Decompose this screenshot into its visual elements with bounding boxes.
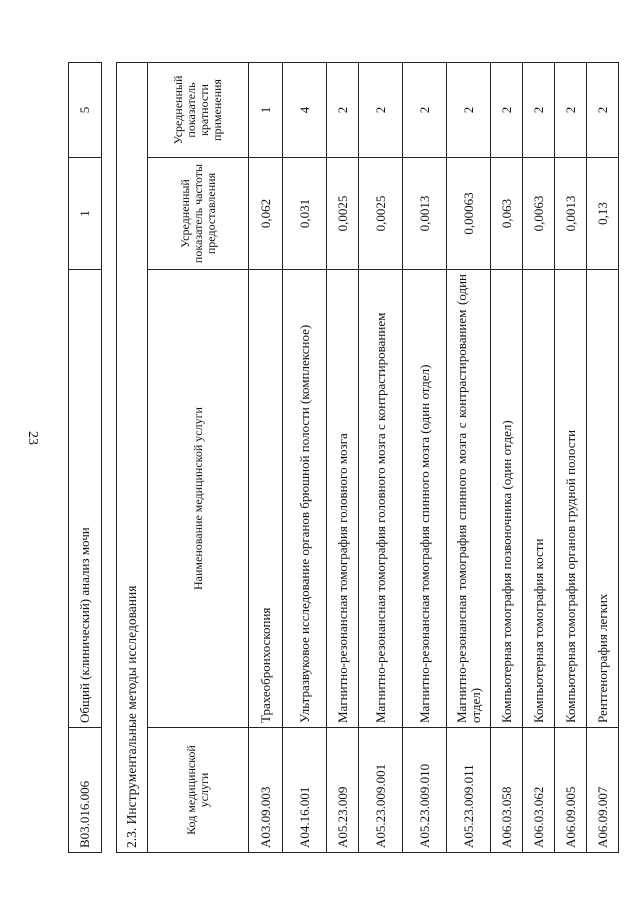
service-name: Компьютерная томография органов грудной полости bbox=[555, 270, 587, 728]
service-name: Магнитно-резонансная томография спинного мозга (один отдел) bbox=[403, 270, 447, 728]
service-name: Трахеобронхоскопия bbox=[249, 270, 283, 728]
service-code: A06.09.005 bbox=[555, 728, 587, 853]
table-row bbox=[249, 62, 283, 852]
service-name: Рентгенография легких bbox=[587, 270, 619, 728]
multiplicity-value: 2 bbox=[555, 62, 587, 157]
frequency-value: 0,0063 bbox=[523, 158, 555, 270]
frequency-value: 0,13 bbox=[587, 158, 619, 270]
multiplicity-value: 5 bbox=[69, 63, 102, 158]
multiplicity-value: 1 bbox=[249, 62, 283, 157]
frequency-value: 1 bbox=[69, 158, 102, 270]
frequency-value: 0,0013 bbox=[555, 158, 587, 270]
service-code: A04.16.001 bbox=[283, 728, 327, 853]
section-title: 2.3. Инструментальные методы исследования bbox=[117, 62, 148, 852]
service-code: A05.23.009.011 bbox=[447, 728, 491, 853]
table-row bbox=[523, 62, 555, 852]
table-row bbox=[359, 62, 403, 852]
multiplicity-value: 2 bbox=[587, 62, 619, 157]
multiplicity-value: 2 bbox=[403, 62, 447, 157]
table-row bbox=[587, 62, 619, 852]
multiplicity-value: 2 bbox=[447, 62, 491, 157]
multiplicity-value: 2 bbox=[491, 62, 523, 157]
service-name: Ультразвуковое исследование органов брюшной полости (комплексное) bbox=[283, 270, 327, 728]
frequency-value: 0,062 bbox=[249, 158, 283, 270]
rotated-table-area bbox=[68, 63, 613, 853]
table-row bbox=[403, 62, 447, 852]
multiplicity-value: 2 bbox=[327, 62, 359, 157]
service-code: A06.03.062 bbox=[523, 728, 555, 853]
service-name: Магнитно-резонансная томография головного мозга bbox=[327, 270, 359, 728]
section-row bbox=[117, 62, 148, 852]
top-row-table bbox=[68, 62, 102, 853]
multiplicity-value: 4 bbox=[283, 62, 327, 157]
table-row bbox=[447, 62, 491, 852]
service-code: A06.03.058 bbox=[491, 728, 523, 853]
header-multiplicity: Усредненный показатель кратности применения bbox=[148, 62, 249, 157]
header-code: Код медицинской услуги bbox=[148, 728, 249, 853]
header-name: Наименование медицинской услуги bbox=[148, 270, 249, 728]
service-name: Магнитно-резонансная томография головного мозга с контрастированием bbox=[359, 270, 403, 728]
instrumental-methods-table bbox=[116, 62, 619, 853]
table-row bbox=[555, 62, 587, 852]
header-row bbox=[148, 62, 249, 852]
service-code: A05.23.009.010 bbox=[403, 728, 447, 853]
service-name: Магнитно-резонансная томография спинного мозга с контрастированием (один отдел) bbox=[447, 270, 491, 728]
frequency-value: 0,063 bbox=[491, 158, 523, 270]
service-name: Общий (клинический) анализ мочи bbox=[69, 270, 102, 728]
page-number: 23 bbox=[25, 431, 40, 445]
table-row bbox=[327, 62, 359, 852]
service-code: A03.09.003 bbox=[249, 728, 283, 853]
service-name: Компьютерная томография кости bbox=[523, 270, 555, 728]
service-code: A05.23.009.001 bbox=[359, 728, 403, 853]
service-code: A06.09.007 bbox=[587, 728, 619, 853]
service-code: B03.016.006 bbox=[69, 728, 102, 853]
table-row bbox=[283, 62, 327, 852]
header-frequency: Усредненный показатель частоты предоставления bbox=[148, 158, 249, 270]
service-name: Компьютерная томография позвоночника (один отдел) bbox=[491, 270, 523, 728]
frequency-value: 0,031 bbox=[283, 158, 327, 270]
frequency-value: 0,0025 bbox=[327, 158, 359, 270]
frequency-value: 0,0025 bbox=[359, 158, 403, 270]
multiplicity-value: 2 bbox=[359, 62, 403, 157]
table-row bbox=[491, 62, 523, 852]
table-row bbox=[69, 63, 102, 853]
frequency-value: 0,00063 bbox=[447, 158, 491, 270]
frequency-value: 0,0013 bbox=[403, 158, 447, 270]
service-code: A05.23.009 bbox=[327, 728, 359, 853]
multiplicity-value: 2 bbox=[523, 62, 555, 157]
